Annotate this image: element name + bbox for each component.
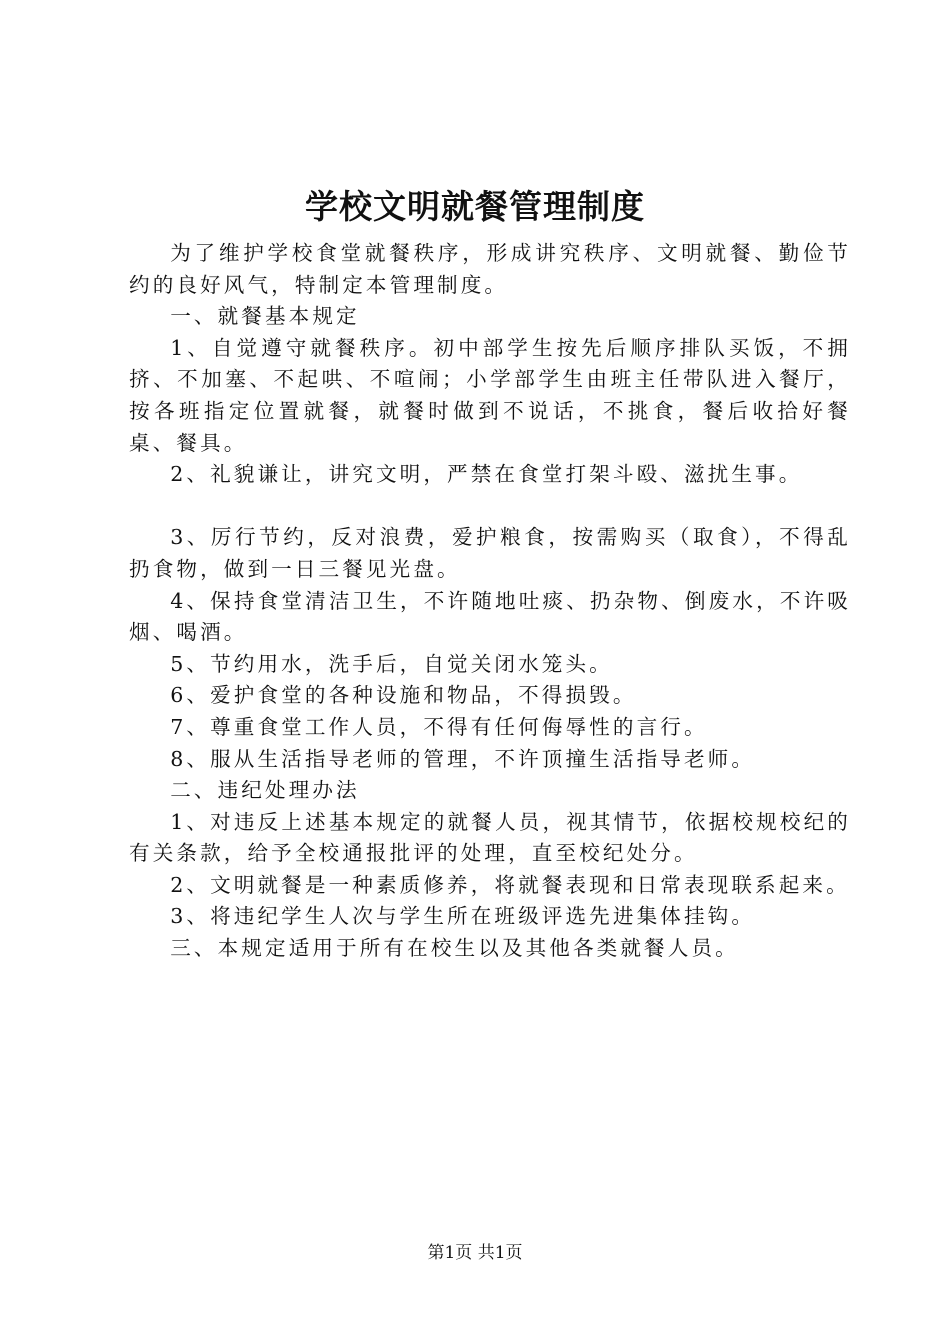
violation-item-1: 1、对违反上述基本规定的就餐人员，视其情节，依据校规校纪的有关条款，给予全校通报批评的处理，直至校纪处分。 <box>129 809 851 866</box>
intro-paragraph: 为了维护学校食堂就餐秩序，形成讲究秩序、文明就餐、勤俭节约的良好风气，特制定本管理制度。 <box>129 241 851 297</box>
rule-item-3: 3、厉行节约，反对浪费，爱护粮食，按需购买（取食），不得乱扔食物，做到一日三餐见光盘。 <box>129 525 851 581</box>
rule-item-2: 2、礼貌谦让，讲究文明，严禁在食堂打架斗殴、滋扰生事。 <box>170 462 803 487</box>
rule-item-1: 1、自觉遵守就餐秩序。初中部学生按先后顺序排队买饭，不拥挤、不加塞、不起哄、不喧闹；小学部学生由班主任带队进入餐厅，按各班指定位置就餐，就餐时做到不说话，不挑食，餐后收拾好餐桌、餐具。 <box>129 335 851 455</box>
rule-item-8: 8、服从生活指导老师的管理，不许顶撞生活指导老师。 <box>170 746 756 771</box>
rule-item-6: 6、爱护食堂的各种设施和物品，不得损毁。 <box>170 683 637 708</box>
section-heading-scope: 三、本规定适用于所有在校生以及其他各类就餐人员。 <box>170 936 739 961</box>
section-heading-basic-rules: 一、就餐基本规定 <box>170 304 360 329</box>
document-title: 学校文明就餐管理制度 <box>305 187 645 226</box>
document-body <box>129 238 851 965</box>
rule-item-4: 4、保持食堂清洁卫生，不许随地吐痰、扔杂物、倒废水，不许吸烟、喝酒。 <box>129 588 851 645</box>
page-number-footer: 第1页 共1页 <box>427 1243 523 1263</box>
rule-item-7: 7、尊重食堂工作人员，不得有任何侮辱性的言行。 <box>170 714 708 739</box>
rule-item-5: 5、节约用水，洗手后，自觉关闭水笼头。 <box>170 651 613 676</box>
section-heading-violations: 二、违纪处理办法 <box>170 778 360 803</box>
violation-item-3: 3、将违纪学生人次与学生所在班级评选先进集体挂钩。 <box>170 904 756 929</box>
violation-item-2: 2、文明就餐是一种素质修养，将就餐表现和日常表现联系起来。 <box>170 872 850 897</box>
